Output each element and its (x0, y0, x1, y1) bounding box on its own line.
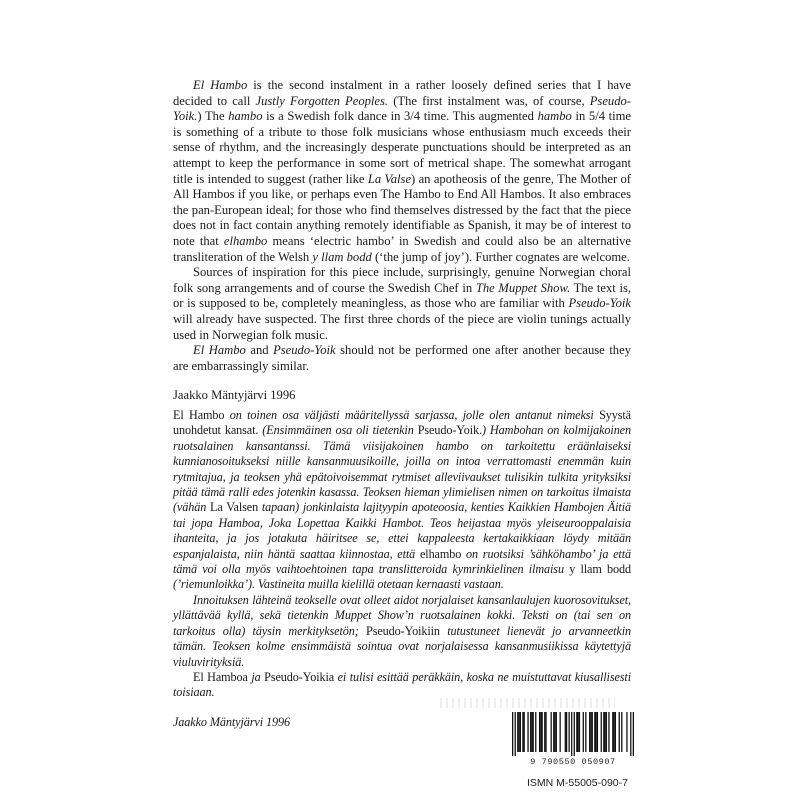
text-run: The text is, or is supposed to be, completely meaningless, as those who are familiar with (173, 280, 631, 311)
english-notes (173, 78, 631, 404)
text-run: on toinen osa väljästi määritellyssä sarjassa, jolle olen antanut nimeksi (224, 408, 600, 422)
barcode-bar (621, 712, 622, 752)
barcode-bar (531, 712, 532, 752)
barcode-bar (571, 712, 572, 756)
barcode-bar (597, 712, 598, 752)
barcode-bar (524, 712, 525, 752)
text-run: Syystä unohdetut kansat. (173, 408, 631, 438)
text-run: Justly Forgotten Peoples. (255, 93, 389, 108)
text-run: tutustuneet lienevät jo arvanneetkin tämän. Teoksen kolme ensimmäistä sointua ovat norjalaisessa kansanmusiikissa käytettyjä viuluvirityksiä. (173, 623, 631, 669)
barcode-bar (527, 712, 528, 752)
barcode-bar (590, 712, 591, 752)
text-run: Innoituksen lähteinä teokselle ovat olleet aidot norjalaiset kansanlaulujen kuorosovitukset, yllättävää kyllä, sekä tietenkin Muppet Show’n ruotsalainen kokki. Teksti on (tai sen on tarkoitus olla) täysin merkityksetön; (173, 592, 631, 638)
text-run: hambo (537, 109, 572, 124)
text-run: ) Hambohan on kolmijakoinen ruotsalainen kansantanssi. Tämä viisijakoinen hambo on tarkoitettu eräänlaiseksi kunnianosoitukseksi niille kansanmuusikoille, joilla on intoa verrattomasti enemmän kuin rytmitajua, ja teoksen yhä epätoivoisemmat rytmiset alleviivaukset tulisikin tulkita yrityksiksi pitää tämä ralli edes jotenkin kasassa. Teoksen hieman ylimielisen nimen on tarkoitus ilmaista (vähän (173, 423, 631, 515)
text-run: La Valse (367, 171, 412, 186)
barcode-bar (626, 712, 627, 752)
barcode-bar (604, 712, 605, 752)
barcode-bar (540, 712, 541, 752)
text-run: Pseudo-Yoik (273, 343, 336, 358)
barcode-bar (615, 712, 616, 752)
barcode-bar (619, 712, 620, 752)
barcode-bar (517, 712, 518, 752)
ismn-number: ISMN M-55005-090-7 (527, 777, 628, 789)
finnish-signature: Jaakko Mäntyjärvi 1996 (173, 714, 290, 729)
barcode-bar (630, 712, 631, 756)
barcode-bar (585, 712, 586, 752)
barcode-bar (601, 712, 602, 752)
text-run: means ‘electric hambo’ in Swedish and could also be an alternative transliteration of the Welsh (173, 233, 631, 264)
barcode-bar (556, 712, 557, 752)
barcode-bar (565, 712, 566, 752)
text-run: ) an apotheosis of the genre, The Mother of All Hambos if you like, or perhaps even The Hambo to End All Hambos. It also embraces the pan-European ideal; for those who find themselves distressed by the fact that the piece does not in fact contain anything remotely identifiable as Spanish, it may be of interest to note that (173, 171, 631, 248)
finnish-paragraph-3 (173, 670, 631, 701)
text-run: in 5/4 time is something of a tribute to those folk musicians whose enthusiasm much exceeds their sense of rhythm, and the increasingly desperate punctuations should be interpreted as an attempt to keep the performance in some sort of metrical shape. The somewhat arrogant title is intended to suggest (rather like (173, 109, 632, 186)
text-run: (The first instalment was, of course, (388, 93, 590, 108)
text-run: hambo (228, 109, 263, 124)
text-run: should not be performed one after another because they are embarrassingly similar. (173, 343, 631, 373)
barcode (512, 712, 634, 767)
barcode-bar (539, 712, 540, 752)
barcode-bar (542, 712, 543, 752)
barcode-bar (612, 712, 613, 752)
finnish-paragraph-2 (173, 593, 631, 670)
text-run: Pseudo-Yoik. (173, 93, 631, 124)
text-run: y llam bodd (569, 562, 631, 577)
text-run: ) The (197, 109, 229, 124)
text-run: Pseudo-Yoik. (417, 423, 482, 438)
barcode-bar (533, 712, 534, 752)
barcode-bar (566, 712, 567, 752)
text-run: El Hambo (193, 78, 248, 92)
print-smudge (440, 698, 615, 708)
barcode-bar (583, 712, 584, 752)
barcode-bar (574, 712, 575, 756)
text-run: (’riemunloikka’). Vastineita muilla kielillä otetaan kernaasti vastaan. (173, 577, 504, 592)
barcode-bar (551, 712, 552, 752)
text-run: on ruotsiksi ’sähköhambo’ ja että tämä voi olla myös vaihtoehtoinen tapa translitteroida kymrinkielinen ilmaisu (173, 546, 631, 577)
barcode-bar (569, 712, 570, 752)
barcode-digits: 9 790550 050907 (530, 757, 616, 767)
english-signature: Jaakko Mäntyjärvi 1996 (173, 388, 296, 403)
barcode-bar (518, 712, 519, 752)
text-run: ja (247, 669, 265, 684)
text-run: La Valsen (210, 500, 259, 515)
barcode-bar (545, 712, 546, 752)
finnish-notes (173, 408, 631, 730)
barcode-bar (522, 712, 523, 752)
text-run: tapaan) jonkinlaista lajityypin apoteoosia, kenties Kaikkien Hambojen Äitiä tai jopa Hamboa, Joka Lopettaa Kaikki Hambot. Teos heijastaa myös yleiseurooppalaisia ihanteita, ja jos jotakuta häiritsee se, ettei kappaleesta kertakaikkiaan löydy mitään espanjalaista, niin häntä saattaa kiinnostaa, että (173, 500, 631, 561)
barcode-bar (608, 712, 609, 752)
barcode-bar (560, 712, 561, 752)
text-run: elhambo (419, 546, 462, 561)
barcode-bar (515, 712, 516, 756)
barcode-bar (595, 712, 596, 752)
barcode-bars (512, 712, 634, 756)
finnish-paragraph-1 (173, 408, 631, 593)
barcode-bar (579, 712, 580, 752)
text-run: El Hambo (193, 343, 246, 358)
text-run: Pseudo-Yoikiin (366, 623, 440, 638)
text-run: and (245, 343, 274, 358)
text-run: Pseudo-Yoik (568, 296, 631, 311)
barcode-bar (613, 712, 614, 752)
barcode-bar (606, 712, 607, 752)
barcode-bar (512, 712, 513, 756)
text-run: El Hamboa (193, 669, 248, 684)
text-run: Sources of inspiration for this piece include, surprisingly, genuine Norwegian choral folk song arrangements and of course the Swedish Chef in (173, 265, 631, 295)
text-run: is the second instalment in a rather loosely defined series that I have decided to call (173, 78, 631, 108)
english-paragraph-3 (173, 343, 631, 374)
barcode-bar (554, 712, 555, 752)
text-run: elhambo (223, 233, 268, 248)
english-paragraph-2 (173, 265, 631, 343)
barcode-bar (594, 712, 595, 752)
text-run: y llam bodd (312, 249, 372, 264)
text-run: El Hambo (173, 408, 225, 422)
barcode-bar (535, 712, 536, 752)
barcode-bar (530, 712, 531, 752)
english-paragraph-1 (173, 78, 631, 265)
barcode-bar (520, 712, 521, 752)
text-run: The Muppet Show. (475, 280, 571, 295)
barcode-bar (553, 712, 554, 752)
barcode-bar (544, 712, 545, 752)
barcode-bar (592, 712, 593, 752)
barcode-bar (589, 712, 590, 752)
text-run: ei tulisi esittää peräkkäin, koska ne muistuttavat kiusallisesti toisiaan. (173, 669, 631, 700)
text-run: will already have suspected. The first three chords of the piece are violin tunings actually used in Norwegian folk music. (173, 311, 631, 342)
barcode-bar (576, 712, 577, 752)
text-run: is a Swedish folk dance in 3/4 time. This augmented (262, 109, 538, 124)
text-run: (Ensimmäinen osa oli tietenkin (258, 423, 418, 438)
barcode-bar (633, 712, 634, 756)
barcode-bar (577, 712, 578, 752)
barcode-bar (603, 712, 604, 752)
text-run: Pseudo-Yoikia (264, 669, 335, 684)
text-run: (‘the jump of joy’). Further cognates are welcome. (371, 249, 630, 264)
